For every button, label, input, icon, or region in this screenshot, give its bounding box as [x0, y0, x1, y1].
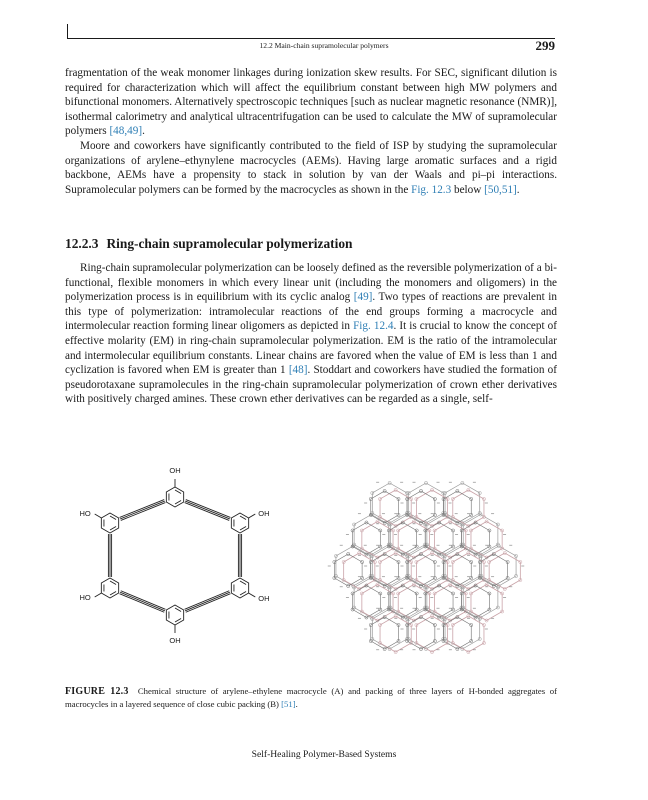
- macrocycle-hexagon: [371, 617, 399, 649]
- macrocycle-hexagon: [435, 585, 466, 621]
- paragraph-moore: [65, 139, 557, 197]
- macrocycle-hexagon: [416, 616, 447, 652]
- macrocycle-structure-a: [95, 479, 256, 633]
- citation-link[interactable]: [48]: [288, 364, 308, 377]
- citation-link[interactable]: Fig. 12.4: [353, 320, 394, 333]
- macrocycle-hexagon: [453, 616, 484, 652]
- text-run: Moore and coworkers have significantly contributed to the field of ISP by studying the supramolecular organizations of arylene–ethynylene macrocycles (AEMs). Having large aromatic surfaces and a rigid backbone, AEMs have a propensity to stack in solution by van der Waals and pi–pi interactions. Supramolecular polymers can be formed by the macrocycles as shown in the: [65, 139, 557, 196]
- header-rule: [67, 38, 555, 39]
- double-bond: [240, 592, 246, 596]
- figure-12-3: [66, 448, 566, 678]
- alkyne-bond: [120, 500, 165, 518]
- alkyne-bond: [120, 592, 165, 611]
- oh-label: OH: [169, 636, 181, 645]
- macrocycle-hexagon: [353, 586, 381, 618]
- running-head: 12.2 Main-chain supramolecular polymers: [259, 41, 389, 50]
- text-run: .: [516, 183, 520, 196]
- section-number: 12.2.3: [65, 236, 99, 251]
- text-run: below: [451, 183, 485, 196]
- text-run: fragmentation of the weak monomer linkages during ionization skew results. For SEC, significant dilution is required for characterization which will affect the equilibrium constant between high MW polymers and bifunctional monomers. Alternatively spectroscopic techniques [such as nuclear magnetic resonance (NMR)], isothermal calorimetry and analytical ultracentrifugation can be used to calculate the MW of supramolecular polymers: [65, 67, 557, 138]
- macrocycle-hexagon: [380, 616, 411, 652]
- figure-caption: [65, 685, 557, 711]
- alkyne-bond: [185, 501, 230, 519]
- macrocycle-hexagon: [435, 522, 466, 558]
- alkyne-bond: [120, 594, 165, 613]
- macrocycle-hexagon: [471, 522, 502, 558]
- macrocycle-hexagon: [353, 523, 381, 555]
- macrocycle-hexagon: [453, 553, 484, 589]
- alkyne-bond: [186, 500, 231, 518]
- macrocycle-hexagon: [362, 522, 393, 558]
- oh-label: HO: [79, 509, 91, 518]
- citation-link[interactable]: [51]: [281, 699, 296, 709]
- text-run: Ring-chain supramolecular polymerization can be loosely defined as the reversible polymerization of a bi-functional, flexible monomers in which every linear unit (including the monomers and oligomers) in the polymerization process is in equilibrium with its cyclic analog: [65, 262, 557, 304]
- oh-bond: [249, 593, 256, 597]
- double-bond: [110, 581, 116, 585]
- section-heading: [65, 236, 352, 252]
- text-run: Chemical structure of arylene–ethylene macrocycle (A) and packing of three layers of H-bonded aggregates of macrocycles in a layered sequence of close cubic packing (B): [65, 686, 558, 709]
- macrocycle-hexagon: [362, 585, 393, 621]
- alkyne-bond: [121, 591, 166, 610]
- oh-bond: [249, 514, 256, 518]
- packing-diagram-b: [328, 481, 524, 653]
- macrocycle-hexagon: [398, 585, 429, 621]
- text-run: .: [295, 699, 298, 709]
- alkyne-bond: [186, 594, 231, 613]
- double-bond: [175, 608, 181, 612]
- paragraph-ring-chain: [65, 261, 557, 407]
- oh-label: HO: [79, 593, 91, 602]
- citation-link[interactable]: Fig. 12.3: [411, 183, 452, 196]
- macrocycle-hexagon: [489, 553, 520, 589]
- macrocycle-hexagon: [416, 490, 447, 526]
- macrocycle-hexagon: [453, 490, 484, 526]
- text-run: . Two types of reactions are prevalent in this type of polymerization: intramolecular reactions of the end groups forming a macrocycle and intermolecular reaction forming linear oligomers as depicted in: [65, 291, 557, 333]
- macrocycle-hexagon: [344, 553, 375, 589]
- double-bond: [175, 501, 181, 505]
- macrocycle-hexagon: [380, 553, 411, 589]
- double-bond: [240, 516, 246, 520]
- caption-text: [65, 686, 557, 709]
- page-number: 299: [535, 38, 555, 53]
- oh-label: OH: [258, 594, 270, 603]
- double-bond: [175, 490, 181, 494]
- citation-link[interactable]: [49]: [353, 291, 373, 304]
- macrocycle-hexagon: [416, 553, 447, 589]
- oh-label: OH: [169, 466, 181, 475]
- text-run: . Stoddart and coworkers have studied the formation of pseudorotaxane supramolecules in the ring-chain supramolecular polymerization of crown ether derivatives with positively charged amines. These crown ether derivatives can be regarded as a single, self-: [65, 364, 557, 406]
- macrocycle-hexagon: [334, 554, 362, 586]
- section-title: Ring-chain supramolecular polymerization: [106, 236, 353, 251]
- alkyne-bond: [185, 592, 230, 611]
- text-run: . It is crucial to know the concept of effective molarity (EM) in ring-chain supramolecular polymerization. EM is the ratio of the intramolecular and intermolecular equilibrium constants. Linear chains are favored when the value of EM is less than 1 and cyclization is favored when EM is greater than 1: [65, 320, 557, 377]
- book-footer: Self-Healing Polymer-Based Systems: [251, 749, 397, 760]
- text-run: .: [142, 125, 145, 138]
- header-tick: [67, 24, 68, 38]
- alkyne-bond: [185, 503, 230, 521]
- paragraph-sec-note: [65, 66, 557, 139]
- double-bond: [240, 581, 246, 585]
- text-block-top: [65, 66, 557, 197]
- macrocycle-hexagon: [471, 585, 502, 621]
- alkyne-bond: [121, 503, 166, 521]
- double-bond: [110, 516, 116, 520]
- citation-link[interactable]: [48,49]: [109, 125, 143, 138]
- oh-bond: [95, 514, 102, 518]
- macrocycle-hexagon: [371, 491, 399, 523]
- macrocycle-hexagon: [398, 522, 429, 558]
- double-bond: [110, 592, 116, 596]
- citation-link[interactable]: [50,51]: [484, 183, 517, 196]
- double-bond: [240, 527, 246, 531]
- alkyne-bond: [185, 591, 230, 610]
- oh-bond: [95, 593, 102, 597]
- double-bond: [110, 527, 116, 531]
- figure-svg: [66, 448, 566, 678]
- oh-label: OH: [258, 509, 270, 518]
- double-bond: [175, 619, 181, 623]
- alkyne-bond: [120, 501, 165, 519]
- caption-label: FIGURE 12.3: [65, 686, 129, 697]
- text-block-ring-chain: [65, 261, 557, 407]
- macrocycle-hexagon: [380, 490, 411, 526]
